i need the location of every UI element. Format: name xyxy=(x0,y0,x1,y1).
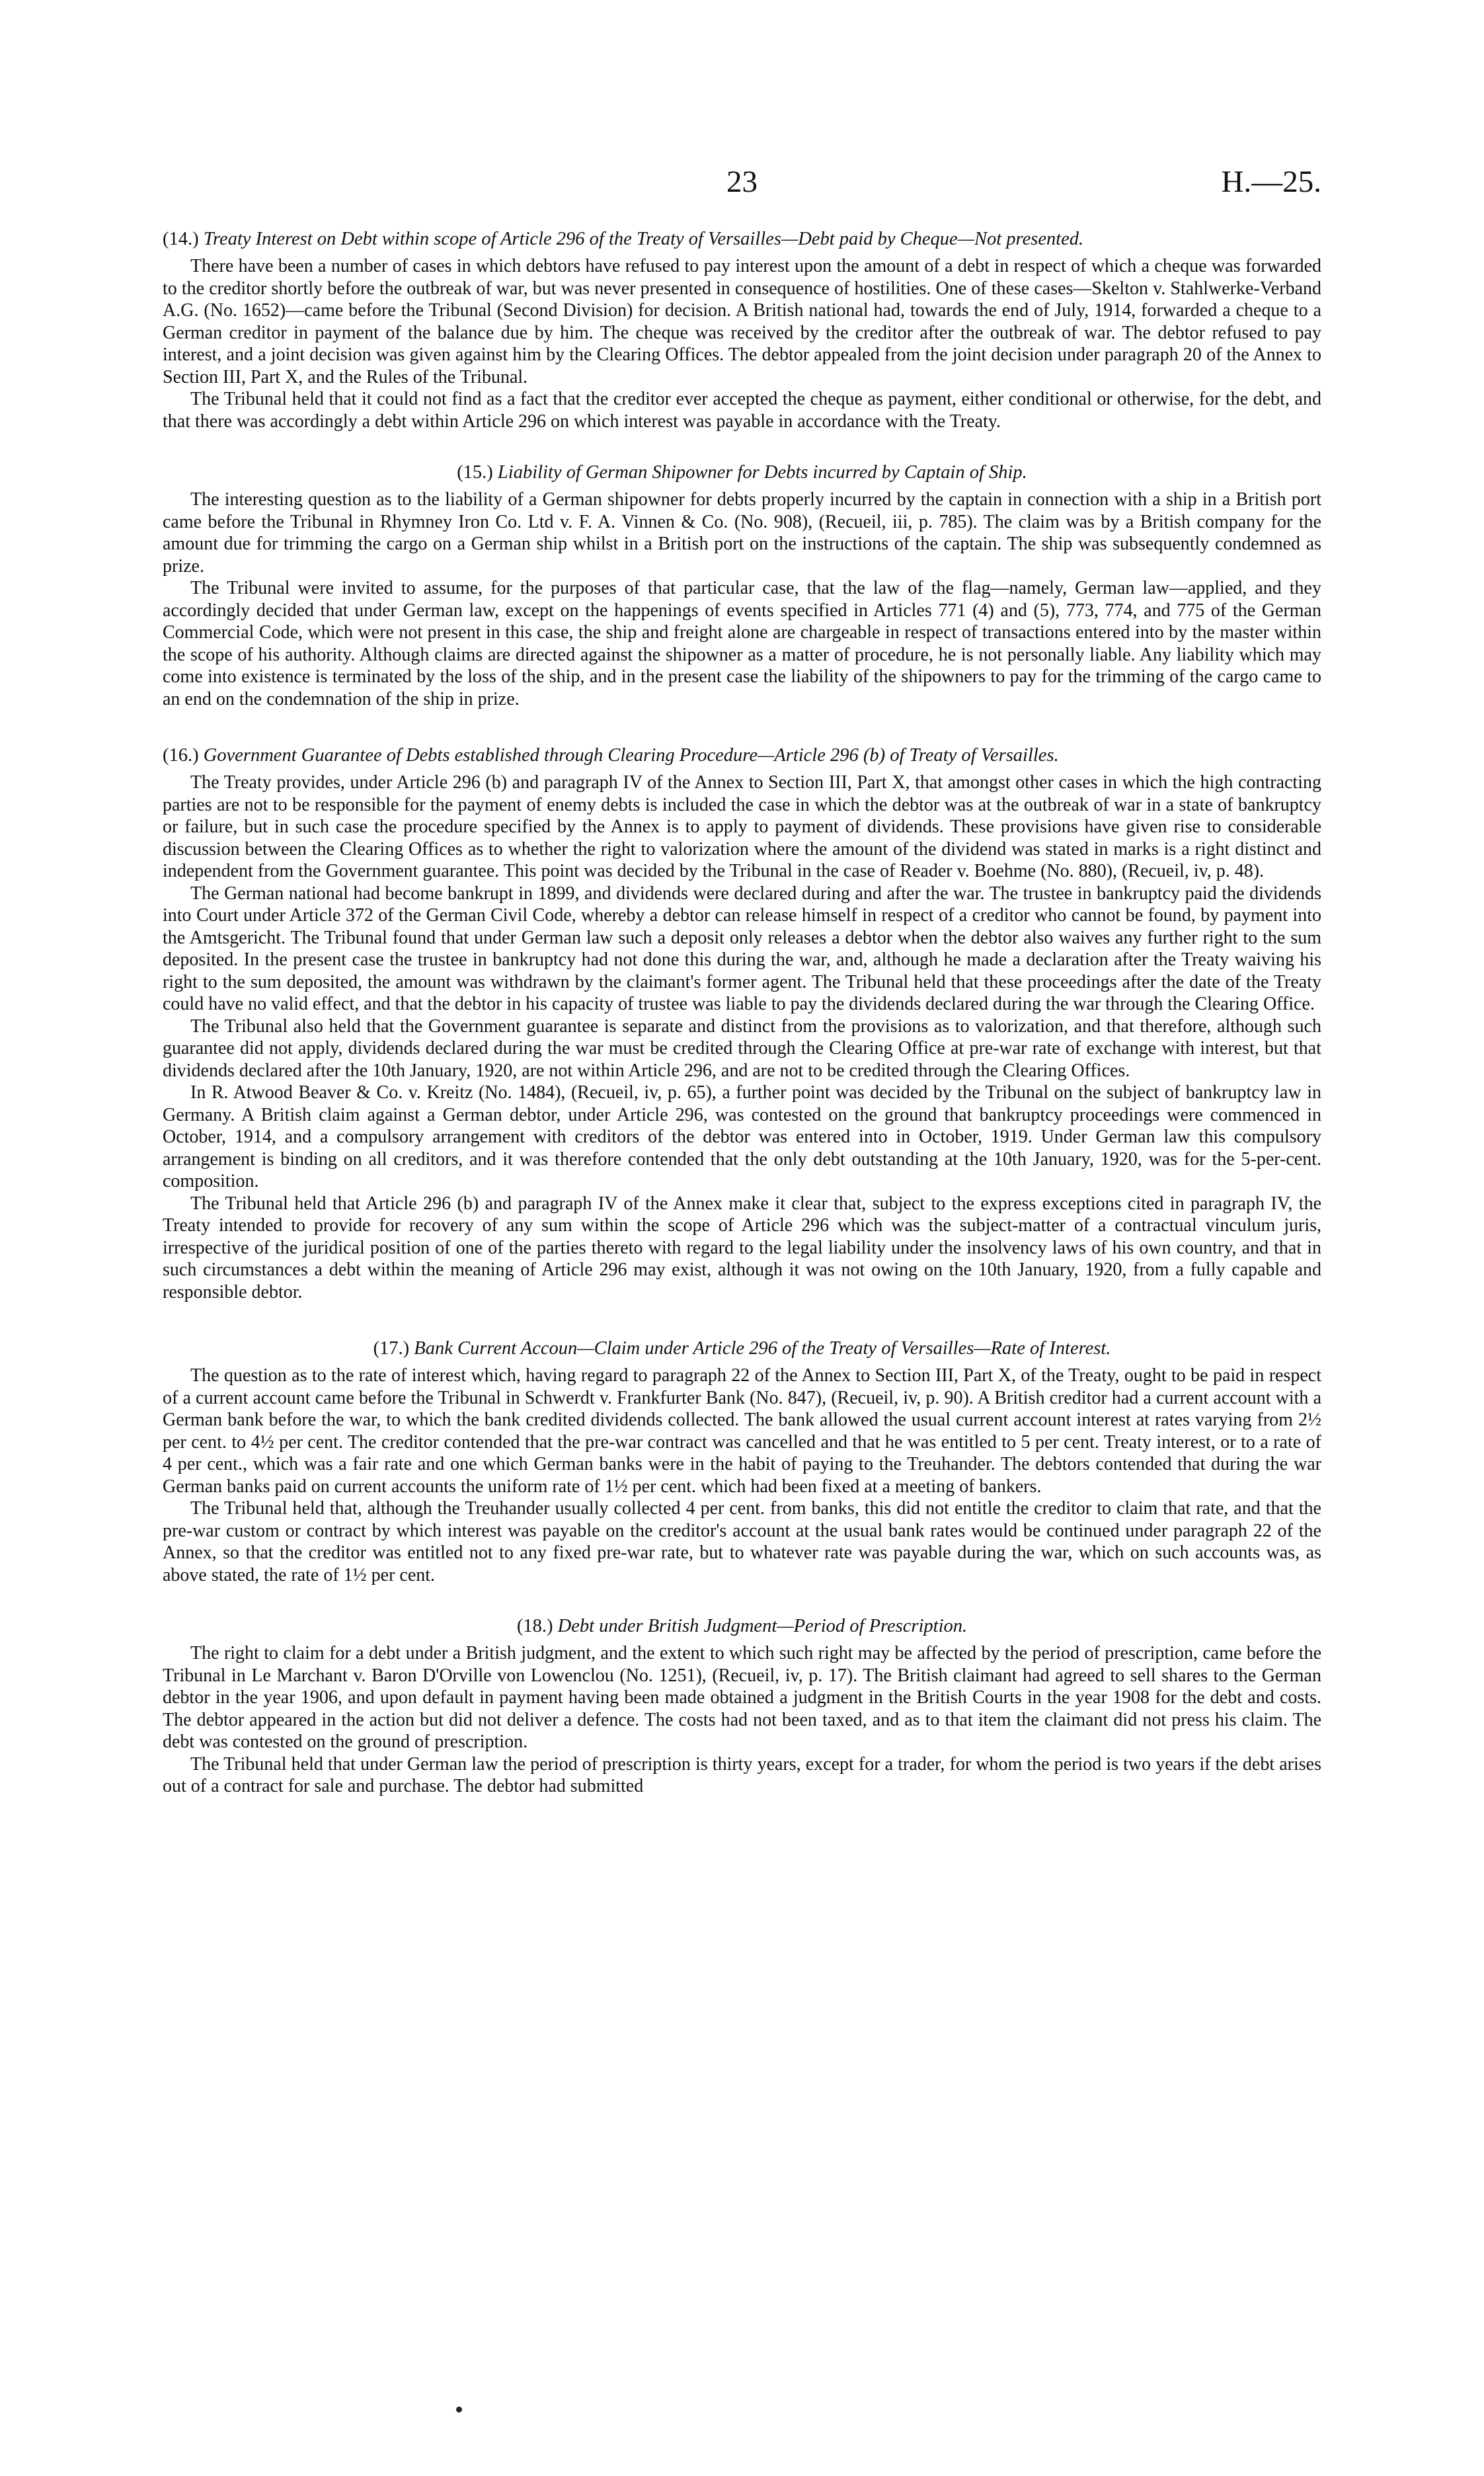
section-number: (17.) xyxy=(373,1338,410,1359)
paragraph: The Treaty provides, under Article 296 (b) and paragraph IV of the Annex to Section III, Part X, that amongst other cases in which the high contracting parties are not to be responsible for the payment of enemy debts is included the case in which the debtor was at the outbreak of war in a state of bankruptcy or failure, but in such case the procedure specified by the Annex is to apply to payment of dividends. These provisions have given rise to considerable discussion between the Clearing Offices as to whether the right to valorization where the amount of the dividend was stated in marks is a right distinct and independent from the Government guarantee. This point was decided by the Tribunal in the case of Reader v. Boehme (No. 880), (Recueil, iv, p. 48). xyxy=(163,772,1321,881)
section-heading xyxy=(163,461,1321,484)
paragraph: There have been a number of cases in which debtors have refused to pay interest upon the amount of a debt in respect of which a cheque was forwarded to the creditor shortly before the outbreak of war, but was never presented in consequence of hostilities. One of these cases—Skelton v. Stahlwerke-Verband A.G. (No. 1652)—came before the Tribunal (Second Division) for decision. A British national had, towards the end of July, 1914, forwarded a cheque to a German creditor in payment of the balance due by him. The cheque was received by the creditor after the outbreak of war. The debtor refused to pay interest, and a joint decision was given against him by the Clearing Offices. The debtor appealed from the joint decision under paragraph 20 of the Annex to Section III, Part X, and the Rules of the Tribunal. xyxy=(163,256,1321,387)
section-14 xyxy=(163,228,1321,432)
section-heading xyxy=(163,1338,1321,1360)
section-number: (15.) xyxy=(457,462,493,483)
page-number: 23 xyxy=(726,165,758,199)
paragraph: The Tribunal held that under German law the period of prescription is thirty years, except for a trader, for whom the period is two years if the debt arises out of a contract for sale and purchase. The debtor had submitted xyxy=(163,1753,1321,1796)
section-title: Bank Current Accoun—Claim under Article 296 of the Treaty of Versailles—Rate of Interest. xyxy=(414,1338,1111,1359)
section-heading xyxy=(163,744,1321,767)
section-title: Treaty Interest on Debt within scope of Article 296 of the Treaty of Versailles—Debt paid by Cheque—Not presented. xyxy=(203,229,1084,249)
section-16 xyxy=(163,744,1321,1303)
paragraph: The Tribunal were invited to assume, for the purposes of that particular case, that the law of the flag—namely, German law—applied, and they accordingly decided that under German law, except on the happenings of events specified in Articles 771 (4) and (5), 773, 774, and 775 of the German Commercial Code, which were not present in this case, the ship and freight alone are chargeable in respect of transactions entered into by the master within the scope of his authority. Although claims are directed against the shipowner as a matter of procedure, he is not personally liable. Any liability which may come into existence is terminated by the loss of the ship, and in the present case the liability of the shipowners to pay for the trimming of the cargo came to an end on the condemnation of the ship in prize. xyxy=(163,578,1321,709)
paragraph: The question as to the rate of interest which, having regard to paragraph 22 of the Annex to Section III, Part X, of the Treaty, ought to be paid in respect of a current account came before the Tribunal in Schwerdt v. Frankfurter Bank (No. 847), (Recueil, iv, p. 90). A British creditor had a current account with a German bank before the war, to which the bank credited dividends collected. The bank allowed the usual current account interest at rates varying from 2½ per cent. to 4½ per cent. The creditor contended that the pre-war contract was cancelled and that he was entitled to 5 per cent. Treaty interest, or to a rate of 4 per cent., which was a fair rate and one which German banks were in the habit of paying to the Treuhander. The debtors contended that during the war German banks paid on current accounts the uniform rate of 1½ per cent. which had been fixed at a meeting of bankers. xyxy=(163,1365,1321,1497)
section-18 xyxy=(163,1615,1321,1798)
section-number: (14.) xyxy=(163,229,199,249)
section-heading xyxy=(163,228,1321,251)
page-content xyxy=(163,228,1321,1798)
section-title: Government Guarantee of Debts established through Clearing Procedure—Article 296 (b) of Treaty of Versailles. xyxy=(203,745,1059,766)
paragraph: The Tribunal also held that the Government guarantee is separate and distinct from the provisions as to valorization, and that therefore, although such guarantee did not apply, dividends declared during the war must be credited through the Clearing Office at pre-war rate of exchange with interest, but that dividends declared after the 10th January, 1920, are not within Article 296, and are not to be credited through the Clearing Offices. xyxy=(163,1016,1321,1081)
document-code: H.—25. xyxy=(1221,165,1321,199)
section-heading xyxy=(163,1615,1321,1638)
section-title: Debt under British Judgment—Period of Prescription. xyxy=(557,1616,968,1636)
page-header xyxy=(163,164,1321,210)
paragraph: In R. Atwood Beaver & Co. v. Kreitz (No. 1484), (Recueil, iv, p. 65), a further point was decided by the Tribunal on the subject of bankruptcy law in Germany. A British claim against a German debtor, under Article 296, was contested on the ground that bankruptcy proceedings were commenced in October, 1914, and a compulsory arrangement with creditors of the debtor was entered into in October, 1919. Under German law this compulsory arrangement is binding on all creditors, and it was therefore contended that the only debt outstanding at the 10th January, 1920, was for the 5-per-cent. composition. xyxy=(163,1082,1321,1191)
section-spacer xyxy=(163,1303,1321,1338)
paragraph: The Tribunal held that Article 296 (b) and paragraph IV of the Annex make it clear that, subject to the express exceptions cited in paragraph IV, the Treaty intended to provide for recovery of any sum within the scope of Article 296 which was the subject-matter of a contractual vinculum juris, irrespective of the juridical position of one of the parties thereto with regard to the legal liability under the insolvency laws of his own country, and that in such circumstances a debt within the meaning of Article 296 may exist, although it was not owing on the 10th January, 1920, from a fully capable and responsible debtor. xyxy=(163,1193,1321,1302)
section-spacer xyxy=(163,432,1321,461)
section-spacer xyxy=(163,710,1321,744)
section-number: (16.) xyxy=(163,745,199,766)
section-number: (18.) xyxy=(516,1616,553,1636)
paragraph: The right to claim for a debt under a British judgment, and the extent to which such right may be affected by the period of prescription, came before the Tribunal in Le Marchant v. Baron D'Orville von Lowenclou (No. 1251), (Recueil, iv, p. 17). The British claimant had agreed to sell shares to the German debtor in the year 1906, and upon default in payment having been made obtained a judgment in the British Courts in the year 1908 for the debt and costs. The debtor appeared in the action but did not deliver a defence. The costs had not been taxed, and as to that item the claimant did not press his claim. The debt was contested on the ground of prescription. xyxy=(163,1643,1321,1752)
section-title: Liability of German Shipowner for Debts incurred by Captain of Ship. xyxy=(497,462,1027,483)
page-mark xyxy=(456,2407,462,2413)
section-spacer xyxy=(163,1586,1321,1615)
paragraph: The German national had become bankrupt in 1899, and dividends were declared during and after the war. The trustee in bankruptcy paid the dividends into Court under Article 372 of the German Civil Code, whereby a debtor can release himself in respect of a creditor who cannot be found, by payment into the Amtsgericht. The Tribunal found that under German law such a deposit only releases a debtor when the debtor also waives any further right to the sum deposited. In the present case the trustee in bankruptcy had not done this during the war, and, although he made a declaration after the Treaty waiving his right to the sum deposited, the amount was withdrawn by the claimant's former agent. The Tribunal held that these proceedings after the date of the Treaty could have no valid effect, and that the debtor in his capacity of trustee was liable to pay the dividends declared during the war through the Clearing Office. xyxy=(163,883,1321,1014)
section-15 xyxy=(163,461,1321,710)
section-17 xyxy=(163,1338,1321,1586)
paragraph: The Tribunal held that, although the Treuhander usually collected 4 per cent. from banks, this did not entitle the creditor to claim that rate, and that the pre-war custom or contract by which interest was payable on the creditor's account at the usual bank rates would be continued under paragraph 22 of the Annex, so that the creditor was entitled not to any fixed pre-war rate, but to whatever rate was payable during the war, which on such accounts was, as above stated, the rate of 1½ per cent. xyxy=(163,1498,1321,1585)
paragraph: The Tribunal held that it could not find as a fact that the creditor ever accepted the cheque as payment, either conditional or otherwise, for the debt, and that there was accordingly a debt within Article 296 on which interest was payable in accordance with the Treaty. xyxy=(163,389,1321,432)
paragraph: The interesting question as to the liability of a German shipowner for debts properly incurred by the captain in connection with a ship in a British port came before the Tribunal in Rhymney Iron Co. Ltd v. F. A. Vinnen & Co. (No. 908), (Recueil, iii, p. 785). The claim was by a British company for the amount due for trimming the cargo on a German ship whilst in a British port on the instructions of the captain. The ship was subsequently condemned as prize. xyxy=(163,489,1321,577)
